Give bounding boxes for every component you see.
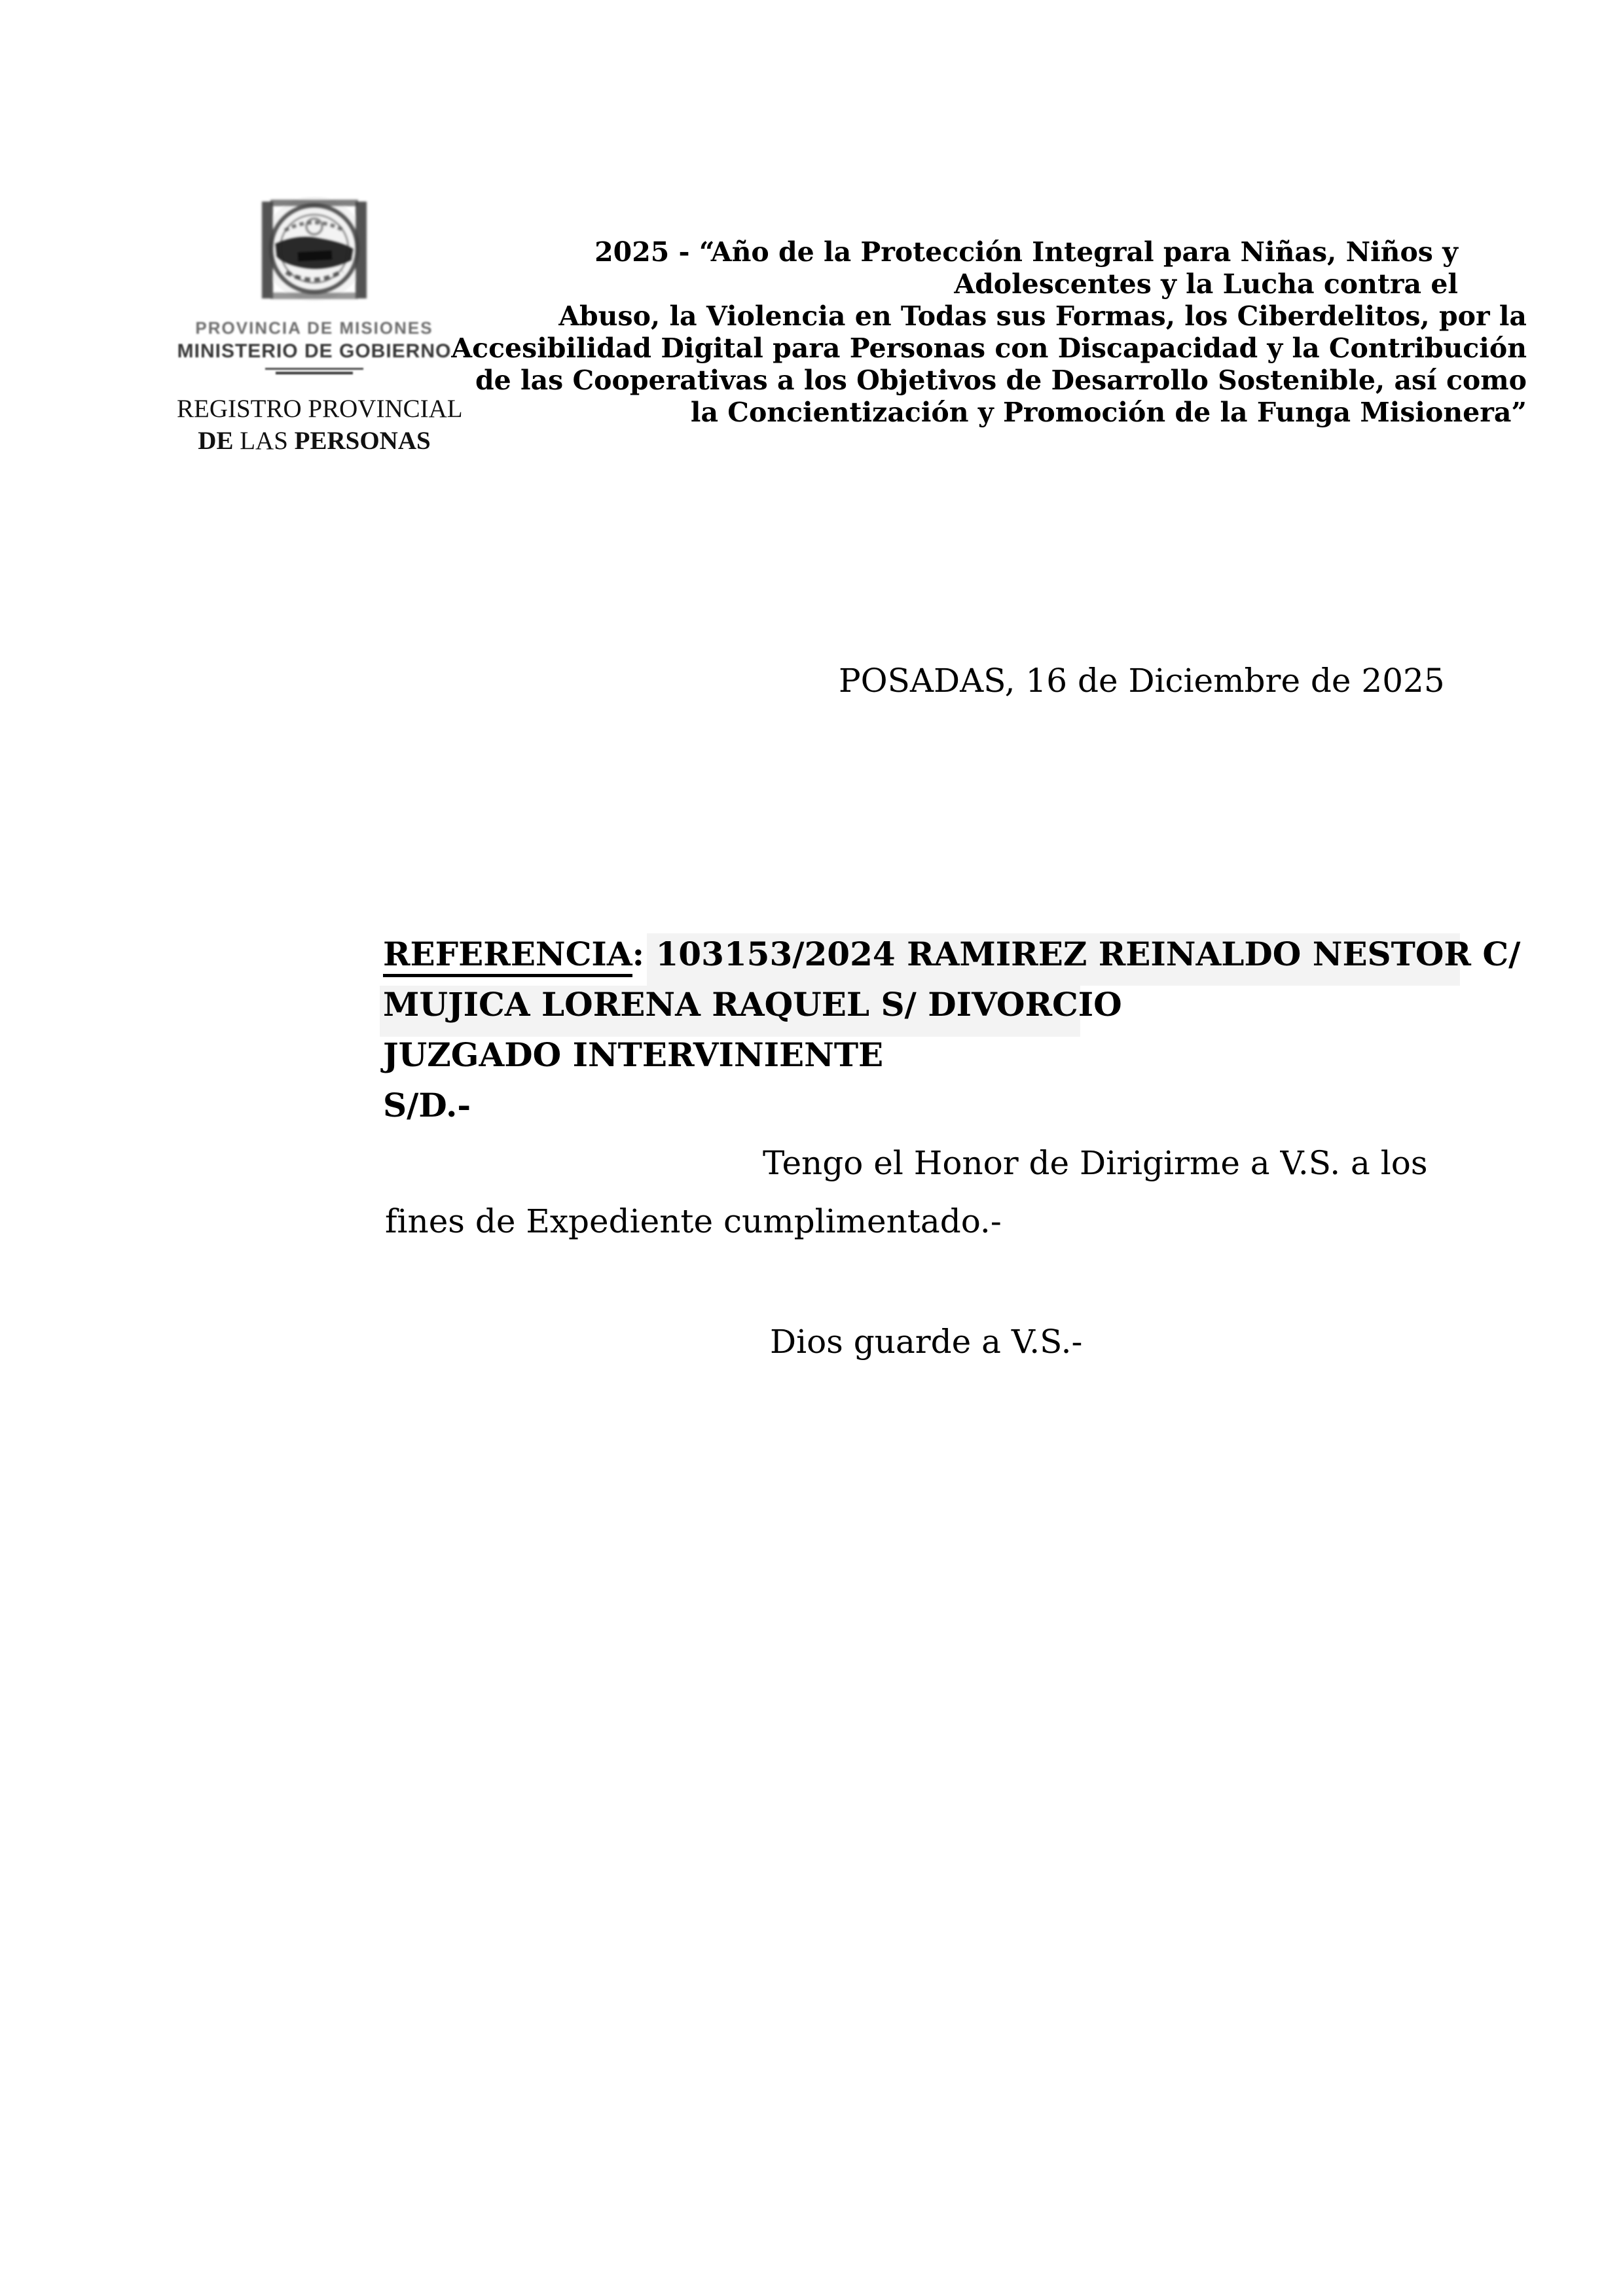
letterhead-registro-label: REGISTRO PROVINCIAL: [177, 395, 463, 423]
letterhead-flourish-divider: [265, 368, 363, 374]
flourish-line-top: [265, 368, 363, 370]
reference-label: REFERENCIA: [383, 935, 632, 977]
provincial-seal-icon: [259, 196, 370, 304]
reference-line-1: [383, 929, 1520, 979]
body-line-2: fines de Expediente cumplimentado.-: [385, 1202, 1002, 1240]
letterhead-ministerio-label: MINISTERIO DE GOBIERNO: [177, 340, 452, 362]
reference-court-line: JUZGADO INTERVINIENTE: [383, 1035, 884, 1074]
personas-bold-personas: PERSONAS: [294, 427, 431, 455]
letterhead-provincia-label: PROVINCIA DE MISIONES: [195, 318, 433, 338]
reference-separator: :: [632, 935, 656, 973]
date-line: POSADAS, 16 de Diciembre de 2025: [839, 662, 1445, 700]
motto-line-5: de las Cooperativas a los Objetivos de Desarrollo Sostenible, así como: [475, 365, 1527, 396]
reference-case-number: 103153/2024 RAMIREZ REINALDO NESTOR C/: [655, 935, 1521, 973]
motto-line-2: Adolescentes y la Lucha contra el: [954, 268, 1458, 300]
year-motto-block: [414, 236, 1527, 429]
flourish-line-bottom: [276, 372, 353, 374]
body-line-1: Tengo el Honor de Dirigirme a V.S. a los: [763, 1144, 1428, 1182]
reference-line-2: MUJICA LORENA RAQUEL S/ DIVORCIO: [383, 985, 1122, 1024]
personas-bold-de: DE: [198, 427, 240, 455]
motto-line-1: 2025 - “Año de la Protección Integral para Niñas, Niños y: [594, 236, 1458, 268]
personas-regular-las: LAS: [240, 427, 295, 455]
motto-line-3: Abuso, la Violencia en Todas sus Formas, los Ciberdelitos, por la: [558, 300, 1527, 332]
letterhead: [177, 196, 463, 456]
reference-salutation: S/D.-: [383, 1086, 471, 1124]
letterhead-personas-label: [177, 426, 452, 456]
motto-line-4: Accesibilidad Digital para Personas con Discapacidad y la Contribución: [451, 332, 1527, 364]
motto-line-6: la Concientización y Promoción de la Funga Misionera”: [690, 397, 1527, 428]
closing-line: Dios guarde a V.S.-: [770, 1323, 1083, 1361]
reference-block: [383, 929, 1520, 1130]
